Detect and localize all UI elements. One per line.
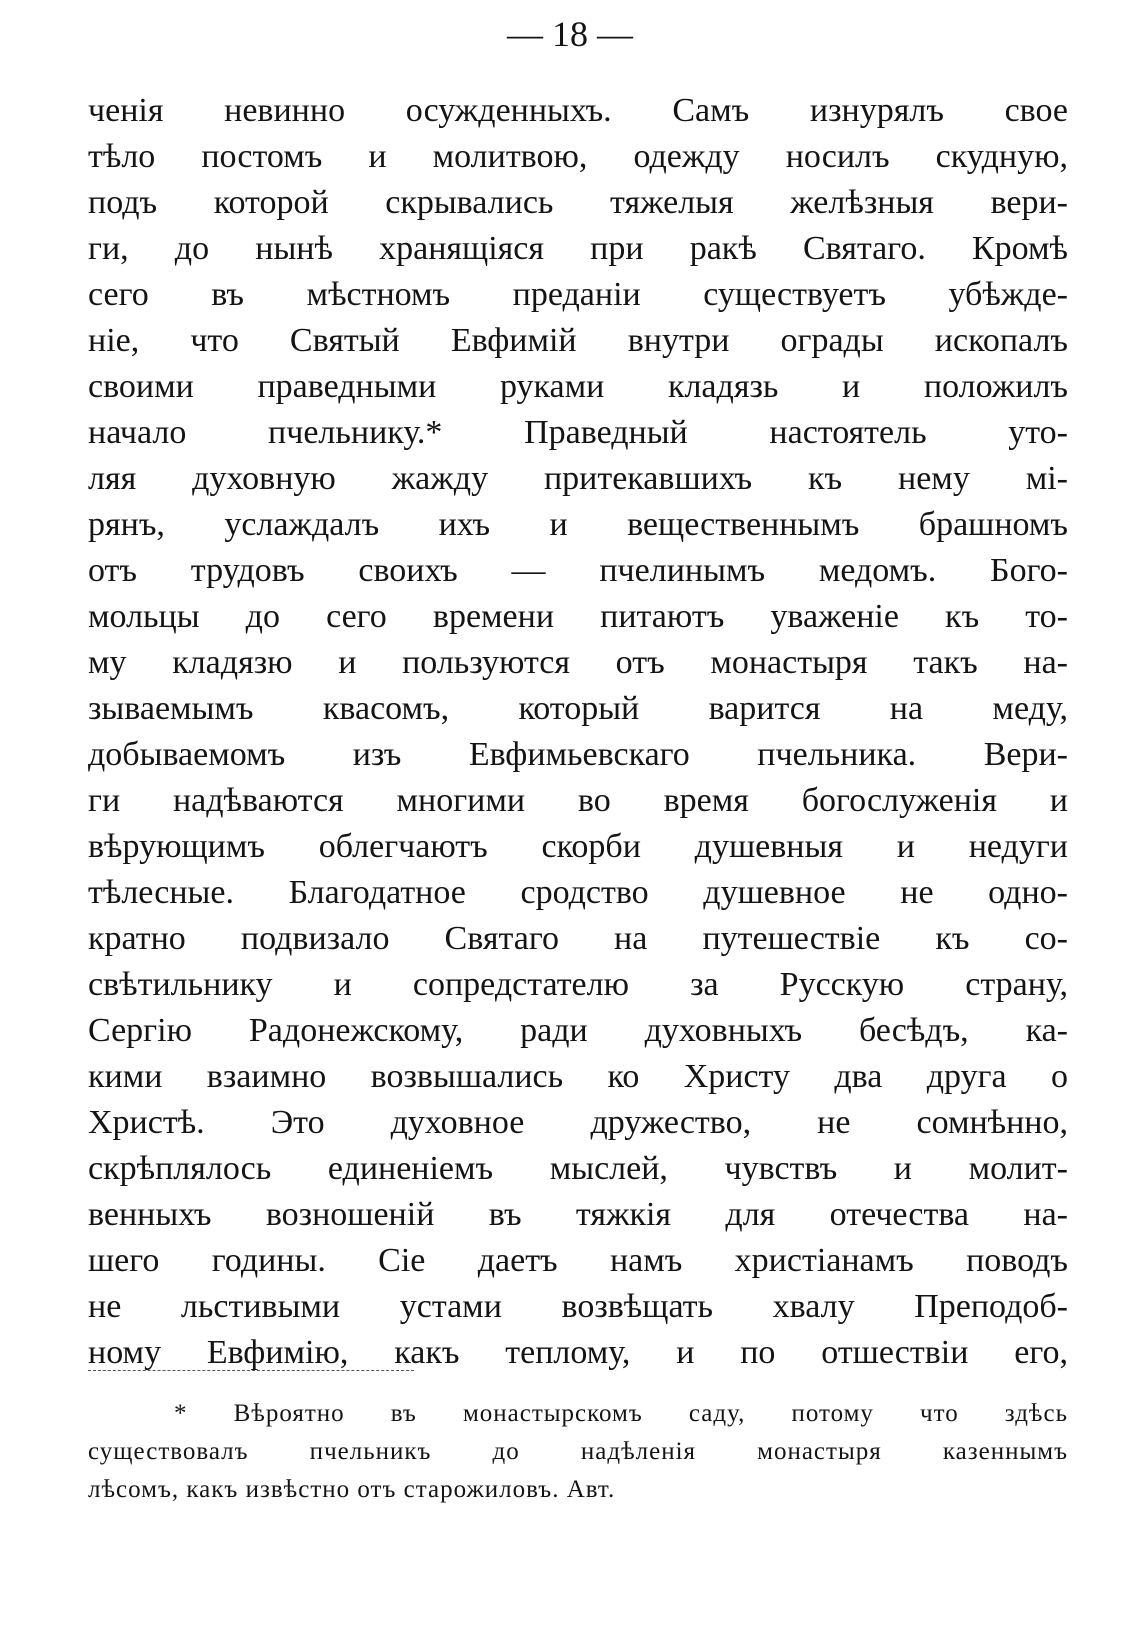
text-line: отъ трудовъ своихъ — пчелинымъ медомъ. Бого-	[88, 552, 1068, 589]
text-line: свѣтильнику и сопредстателю за Русскую страну,	[88, 966, 1068, 1003]
text-line: му кладязю и пользуются отъ монастыря такъ на-	[88, 644, 1068, 681]
footnote-line: * Вѣроятно въ монастырскомъ саду, потому что здѣсь	[174, 1400, 1068, 1427]
text-line: тѣло постомъ и молитвою, одежду носилъ скудную,	[88, 138, 1068, 175]
text-line: не льстивыми устами возвѣщать хвалу Преподоб-	[88, 1288, 1068, 1325]
text-line: зываемымъ квасомъ, который варится на меду,	[88, 690, 1068, 727]
text-line: сего въ мѣстномъ преданіи существуетъ убѣжде-	[88, 276, 1068, 313]
text-line: Сергію Радонежскому, ради духовныхъ бесѣдъ, ка-	[88, 1012, 1068, 1049]
text-line: подъ которой скрывались тяжелыя желѣзныя вери-	[88, 184, 1068, 221]
text-line: венныхъ возношеній въ тяжкія для отечества на-	[88, 1196, 1068, 1233]
footnote-separator	[88, 1370, 414, 1371]
text-line: ному Евфимію, какъ теплому, и по отшествіи его,	[88, 1334, 1068, 1371]
text-line: скрѣплялось единеніемъ мыслей, чувствъ и молит-	[88, 1150, 1068, 1187]
text-line: вѣрующимъ облегчаютъ скорби душевныя и недуги	[88, 828, 1068, 865]
text-line: ги надѣваются многими во время богослуженія и	[88, 782, 1068, 819]
text-line: Христѣ. Это духовное дружество, не сомнѣнно,	[88, 1104, 1068, 1141]
footnote-line: лѣсомъ, какъ извѣстно отъ старожиловъ. Авт.	[88, 1476, 616, 1503]
footnote-line: существовалъ пчельникъ до надѣленія монастыря казеннымъ	[88, 1438, 1068, 1465]
text-line: ляя духовную жажду притекавшихъ къ нему мі-	[88, 460, 1068, 497]
text-line: кими взаимно возвышались ко Христу два друга о	[88, 1058, 1068, 1095]
text-line: мольцы до сего времени питаютъ уваженіе къ то-	[88, 598, 1068, 635]
text-line: ніе, что Святый Евфимій внутри ограды ископалъ	[88, 322, 1068, 359]
text-line: кратно подвизало Святаго на путешествіе къ со-	[88, 920, 1068, 957]
text-line: рянъ, услаждалъ ихъ и вещественнымъ брашномъ	[88, 506, 1068, 543]
text-line: начало пчельнику.* Праведный настоятель уто-	[88, 414, 1068, 451]
text-line: своими праведными руками кладязь и положилъ	[88, 368, 1068, 405]
text-line: ченія невинно осужденныхъ. Самъ изнурялъ свое	[88, 92, 1068, 129]
footnote	[88, 1395, 1068, 1509]
text-line: шего годины. Сіе даетъ намъ христіанамъ поводъ	[88, 1242, 1068, 1279]
page-number: — 18 —	[507, 14, 633, 54]
main-text	[88, 88, 1068, 1376]
text-line: добываемомъ изъ Евфимьевскаго пчельника. Вери-	[88, 736, 1068, 773]
text-line: тѣлесные. Благодатное сродство душевное не одно-	[88, 874, 1068, 911]
text-line: ги, до нынѣ хранящіяся при ракѣ Святаго. Кромѣ	[88, 230, 1068, 267]
